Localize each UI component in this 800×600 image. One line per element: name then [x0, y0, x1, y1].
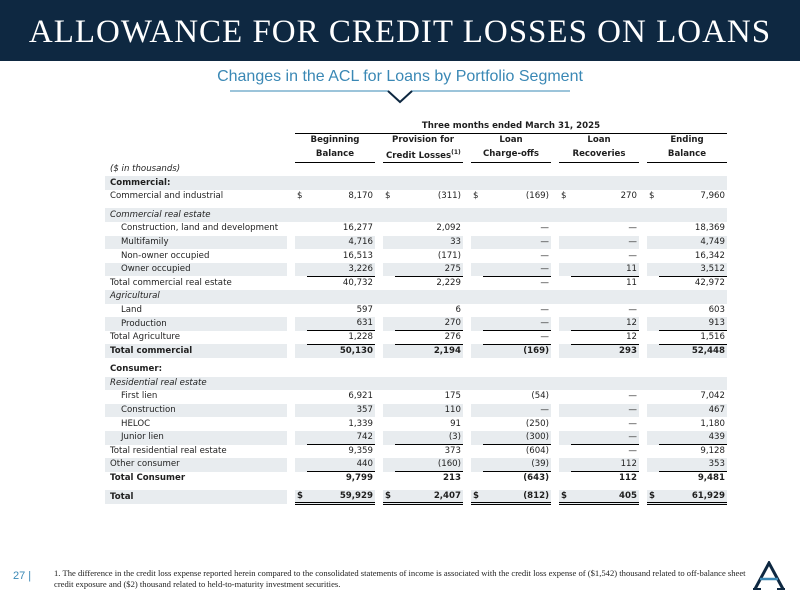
charge-offs: — [540, 277, 549, 288]
subsection-header-row [105, 208, 727, 222]
beginning-balance: 9,359 [348, 446, 373, 457]
provision: 213 [443, 473, 461, 484]
recoveries: — [628, 418, 637, 429]
beginning-balance: 59,929 [307, 490, 375, 504]
ending-balance: 9,481 [697, 473, 725, 484]
provision: 275 [395, 263, 463, 277]
section-header-row [105, 176, 727, 190]
row-label: Total Consumer [110, 473, 186, 484]
beginning-balance: 631 [307, 317, 375, 331]
row-label: Non-owner occupied [121, 250, 210, 261]
currency-symbol: $ [383, 490, 395, 504]
currency-symbol: $ [647, 490, 659, 504]
recoveries: 405 [571, 490, 639, 504]
col-header-chargeoffs-2: Charge-offs [471, 147, 551, 163]
col-header-beginning: Beginning [310, 135, 360, 146]
subsection-header-agricultural: Agricultural [105, 290, 727, 304]
currency-symbol: $ [561, 191, 567, 202]
beginning-balance: 6,921 [348, 391, 373, 402]
recoveries: 112 [571, 458, 639, 472]
row-label: HELOC [121, 418, 151, 429]
recoveries: 112 [619, 473, 637, 484]
table-row [105, 263, 727, 277]
currency-symbol: $ [473, 191, 479, 202]
charge-offs: — [483, 263, 551, 277]
recoveries: — [628, 391, 637, 402]
section-header-consumer: Consumer: [110, 364, 163, 375]
charge-offs: — [483, 317, 551, 331]
provision: 373 [444, 446, 461, 457]
ending-balance: 1,516 [659, 331, 727, 345]
beginning-balance: 8,170 [348, 191, 373, 202]
recoveries: — [628, 223, 637, 234]
provision: (3) [395, 431, 463, 445]
col-header-ending: Ending [670, 135, 704, 146]
provision: 270 [395, 317, 463, 331]
subtitle-divider [0, 88, 800, 106]
provision: 91 [450, 418, 461, 429]
beginning-balance: 742 [307, 431, 375, 445]
charge-offs: (169) [525, 191, 549, 202]
recoveries: 293 [571, 344, 639, 358]
section-header-commercial: Commercial: [105, 176, 727, 190]
row-label: Total [105, 490, 287, 504]
charge-offs: — [483, 331, 551, 345]
ending-balance: 9,128 [700, 446, 725, 457]
page-title: ALLOWANCE FOR CREDIT LOSSES ON LOANS [28, 14, 772, 50]
row-label: Construction [105, 404, 287, 418]
row-label: Total residential real estate [110, 445, 227, 456]
provision: 2,092 [436, 223, 461, 234]
charge-offs: (812) [483, 490, 551, 504]
provision: 33 [395, 236, 463, 250]
table-row [105, 458, 727, 472]
provision: 6 [455, 304, 461, 315]
units-row [105, 163, 727, 177]
footnote-ref: (1) [451, 149, 461, 157]
col-header-provision-2: Credit Losses$^{(1)}$ [383, 147, 463, 163]
currency-symbol: $ [649, 191, 655, 202]
provision: (171) [437, 250, 461, 261]
grand-total-row [105, 490, 727, 504]
provision: (311) [437, 191, 461, 202]
currency-symbol: $ [297, 191, 303, 202]
ending-balance: 16,342 [694, 250, 725, 261]
currency-symbol: $ [385, 191, 391, 202]
charge-offs: — [483, 236, 551, 250]
provision: 110 [395, 404, 463, 418]
provision: 175 [444, 391, 461, 402]
beginning-balance: 4,716 [307, 236, 375, 250]
currency-symbol: $ [295, 490, 307, 504]
title-banner [0, 0, 800, 61]
subsection-header-cre: Commercial real estate [105, 208, 727, 222]
col-header-ending-2: Balance [647, 147, 727, 163]
charge-offs: (604) [525, 446, 549, 457]
charge-offs: — [540, 304, 549, 315]
beginning-balance: 1,228 [307, 331, 375, 345]
charge-offs: (643) [523, 473, 549, 484]
page-number: 27 | [13, 570, 32, 582]
subtotal-row [105, 445, 727, 459]
charge-offs: (300) [483, 431, 551, 445]
beginning-balance: 1,339 [348, 418, 373, 429]
table-row [105, 417, 727, 431]
recoveries: 12 [571, 317, 639, 331]
ending-balance: 439 [659, 431, 727, 445]
charge-offs: (250) [525, 418, 549, 429]
beginning-balance: 3,226 [307, 263, 375, 277]
row-label: Multifamily [105, 236, 287, 250]
beginning-balance: 597 [356, 304, 373, 315]
currency-symbol: $ [471, 490, 483, 504]
ending-balance: 61,929 [659, 490, 727, 504]
ending-balance: 913 [659, 317, 727, 331]
beginning-balance: 9,799 [345, 473, 373, 484]
total-row [105, 344, 727, 358]
row-label: Total commercial [105, 344, 287, 358]
page-subtitle: Changes in the ACL for Loans by Portfolio Segment [217, 68, 583, 85]
col-header-provision: Provision for [392, 135, 454, 146]
row-label: Total commercial real estate [110, 277, 232, 288]
provision: (160) [395, 458, 463, 472]
beginning-balance: 50,130 [307, 344, 375, 358]
recoveries: — [628, 250, 637, 261]
ending-balance: 467 [659, 404, 727, 418]
recoveries: 11 [626, 277, 637, 288]
table-row [105, 249, 727, 263]
table-row [105, 404, 727, 418]
ending-balance: 18,369 [694, 223, 725, 234]
provision: 276 [395, 331, 463, 345]
beginning-balance: 16,513 [342, 250, 373, 261]
row-label: Other consumer [105, 458, 287, 472]
footnote: 1. The difference in the credit loss expense reported herein compared to the consolidated statements of income is associated with the credit loss expense of ($1,542) thousand related to off-balance sheet credit exposure and ($2) thousand related to held-to-maturity investment securities. [54, 568, 746, 589]
charge-offs: (169) [483, 344, 551, 358]
col-header-beginning-2: Balance [295, 147, 375, 163]
charge-offs: — [483, 404, 551, 418]
table-row [105, 431, 727, 445]
row-label: Junior lien [105, 431, 287, 445]
period-label: Three months ended March 31, 2025 [295, 120, 727, 134]
recoveries: — [571, 404, 639, 418]
period-header-row [105, 120, 727, 134]
row-label: Total Agriculture [110, 332, 181, 343]
subsection-header-row [105, 377, 727, 391]
ending-balance: 4,749 [659, 236, 727, 250]
table-row [105, 236, 727, 250]
beginning-balance: 357 [307, 404, 375, 418]
subsection-header-row [105, 290, 727, 304]
charge-offs: — [540, 250, 549, 261]
ending-balance: 52,448 [659, 344, 727, 358]
subsection-header-residential: Residential real estate [105, 377, 727, 391]
row-label: Land [121, 304, 142, 315]
row-label: First lien [121, 391, 158, 402]
charge-offs: (39) [483, 458, 551, 472]
col-header-recoveries: Loan [587, 135, 611, 146]
ending-balance: 1,180 [700, 418, 725, 429]
row-label: Construction, land and development [121, 223, 279, 234]
recoveries: 12 [571, 331, 639, 345]
col-header-chargeoffs: Loan [499, 135, 523, 146]
row-label: Commercial and industrial [110, 191, 224, 202]
ending-balance: 7,960 [700, 191, 725, 202]
recoveries: — [628, 446, 637, 457]
total-row [105, 472, 727, 486]
units-label: ($ in thousands) [110, 164, 181, 175]
ending-balance: 42,972 [694, 277, 725, 288]
charge-offs: — [540, 223, 549, 234]
subtotal-row [105, 331, 727, 345]
charge-offs: (54) [531, 391, 549, 402]
currency-symbol: $ [559, 490, 571, 504]
provision: 2,407 [395, 490, 463, 504]
ending-balance: 603 [708, 304, 725, 315]
beginning-balance: 440 [307, 458, 375, 472]
column-header-row-1 [105, 134, 727, 148]
table-row [105, 190, 727, 204]
col-header-recoveries-2: Recoveries [559, 147, 639, 163]
acl-table [105, 120, 727, 505]
beginning-balance: 16,277 [342, 223, 373, 234]
row-label: Production [105, 317, 287, 331]
ending-balance: 7,042 [700, 391, 725, 402]
table-row [105, 304, 727, 318]
recoveries: — [628, 304, 637, 315]
provision: 2,229 [436, 277, 461, 288]
recoveries: 270 [620, 191, 637, 202]
table-row [105, 390, 727, 404]
subtotal-row [105, 276, 727, 290]
provision: 2,194 [395, 344, 463, 358]
recoveries: 11 [571, 263, 639, 277]
column-header-row-2 [105, 147, 727, 163]
row-label: Owner occupied [105, 263, 287, 277]
recoveries: — [571, 236, 639, 250]
recoveries: — [571, 431, 639, 445]
section-header-row [105, 363, 727, 377]
company-logo-icon [752, 561, 786, 591]
table-row [105, 317, 727, 331]
ending-balance: 353 [659, 458, 727, 472]
table-row [105, 222, 727, 236]
beginning-balance: 40,732 [342, 277, 373, 288]
ending-balance: 3,512 [659, 263, 727, 277]
